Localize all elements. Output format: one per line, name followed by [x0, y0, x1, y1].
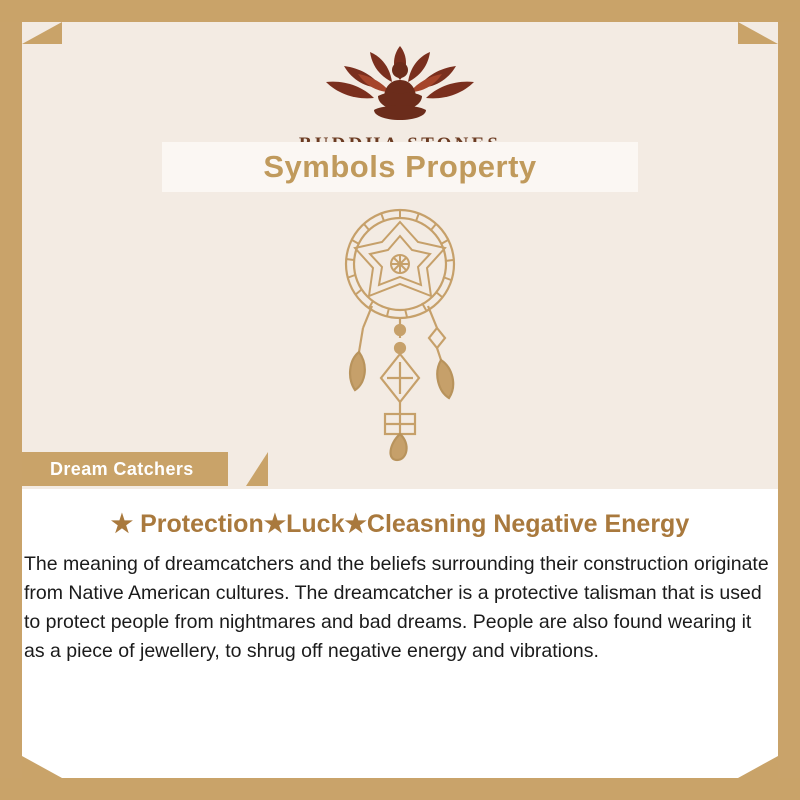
title-band [162, 142, 638, 192]
page-title: Symbols Property [263, 149, 537, 184]
poster-canvas [22, 22, 778, 778]
section-ribbon-label: Dream Catchers [50, 458, 194, 479]
keywords-text: ★ Protection★Luck★Cleasning Negative Energy [110, 510, 690, 538]
corner-wedge-bottom-right [738, 756, 778, 778]
lotus-meditation-figure-icon [300, 30, 500, 130]
dream-catcher-icon [315, 202, 485, 462]
border-band-bottom-left [0, 778, 230, 800]
description-paragraph: The meaning of dreamcatchers and the beliefs surrounding their construction originate from Native American cultures. The dreamcatcher is a protective talisman that is used to protect people from nightmares and bad dreams. People are also found wearing it as a piece of jewellery, to shrug off negative energy and vibrations. [24, 553, 769, 662]
keywords-line [22, 509, 778, 539]
corner-wedge-bottom-left [22, 756, 62, 778]
section-ribbon-tail [246, 452, 268, 486]
section-ribbon [22, 452, 228, 486]
border-band-bottom-right [600, 778, 800, 800]
border-band-top-right [600, 0, 800, 22]
illustration-wrap [22, 202, 778, 467]
brand-logo [22, 30, 778, 156]
border-band-top-left [0, 0, 230, 22]
